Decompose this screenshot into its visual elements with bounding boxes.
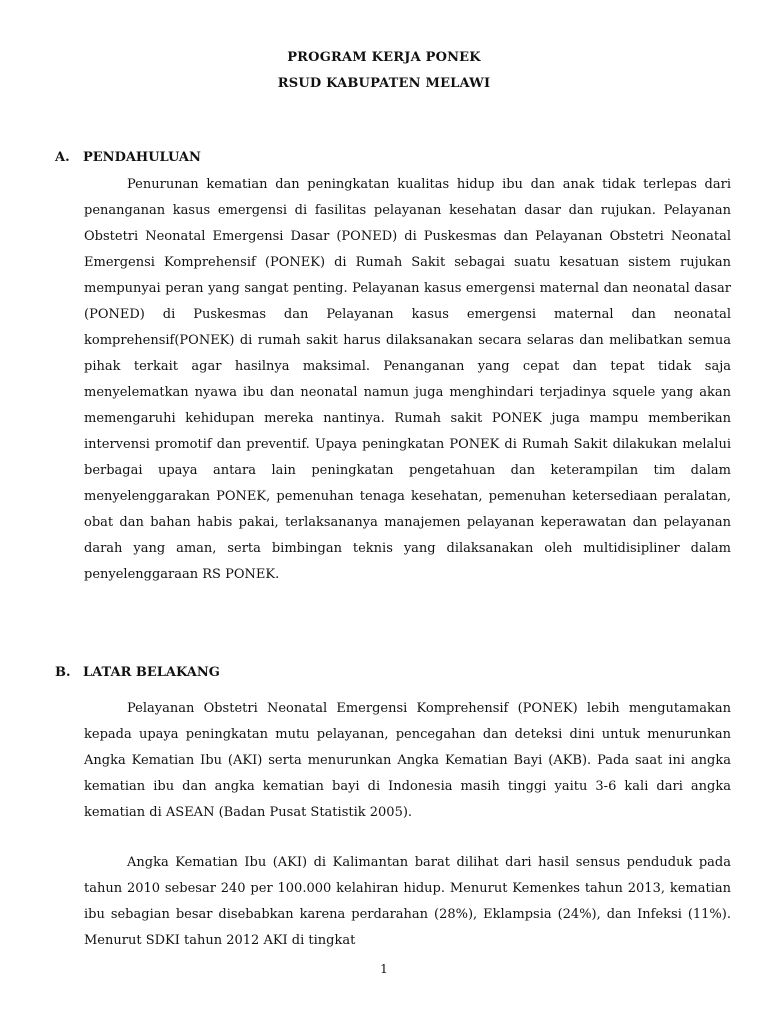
section-heading-latar-belakang (55, 665, 220, 680)
section-heading-pendahuluan (55, 150, 201, 165)
section-letter: A. (55, 150, 70, 165)
page-number: 1 (380, 962, 388, 976)
paragraph-latar-belakang-1: Pelayanan Obstetri Neonatal Emergensi Komprehensif (PONEK) lebih mengutamakan kepada upaya peningkatan mutu pelayanan, pencegahan dan deteksi dini untuk menurunkan Angka Kematian Ibu (AKI) serta menurunkan Angka Kematian Bayi (AKB). Pada saat ini angka kematian ibu dan angka kematian bayi di Indonesia masih tinggi yaitu 3-6 kali dari angka kematian di ASEAN (Badan Pusat Statistik 2005). (84, 701, 731, 820)
document-title: PROGRAM KERJA PONEK (287, 50, 481, 65)
section-title: PENDAHULUAN (83, 150, 201, 165)
section-title: LATAR BELAKANG (83, 665, 220, 680)
paragraph-pendahuluan: Penurunan kematian dan peningkatan kualitas hidup ibu dan anak tidak terlepas dari penanganan kasus emergensi di fasilitas pelayanan kesehatan dasar dan rujukan. Pelayanan Obstetri Neonatal Emergensi Dasar (PONED) di Puskesmas dan Pelayanan Obstetri Neonatal Emergensi Komprehensif (PONEK) di Rumah Sakit sebagai suatu kesatuan sistem rujukan mempunyai peran yang sangat penting. Pelayanan kasus emergensi maternal dan neonatal dasar (PONED) di Puskesmas dan Pelayanan kasus emergensi maternal dan neonatal komprehensif(PONEK) di rumah sakit harus dilaksanakan secara selaras dan melibatkan semua pihak terkait agar hasilnya maksimal. Penanganan yang cepat dan tepat tidak saja menyelematkan nyawa ibu dan neonatal namun juga menghindari terjadinya squele yang akan memengaruhi kehidupan mereka nantinya. Rumah sakit PONEK juga mampu memberikan intervensi promotif dan preventif. Upaya peningkatan PONEK di Rumah Sakit dilakukan melalui berbagai upaya antara lain peningkatan pengetahuan dan keterampilan tim dalam menyelenggarakan PONEK, pemenuhan tenaga kesehatan, pemenuhan ketersediaan peralatan, obat dan bahan habis pakai, terlaksananya manajemen pelayanan keperawatan dan pelayanan darah yang aman, serta bimbingan teknis yang dilaksanakan oleh multidisipliner dalam penyelenggaraan RS PONEK. (84, 177, 731, 582)
paragraph-latar-belakang-2: Angka Kematian Ibu (AKI) di Kalimantan barat dilihat dari hasil sensus penduduk pada tahun 2010 sebesar 240 per 100.000 kelahiran hidup. Menurut Kemenkes tahun 2013, kematian ibu sebagian besar disebabkan karena perdarahan (28%), Eklampsia (24%), dan Infeksi (11%). Menurut SDKI tahun 2012 AKI di tingkat (84, 855, 731, 948)
document-subtitle: RSUD KABUPATEN MELAWI (277, 76, 491, 91)
section-letter: B. (55, 665, 71, 680)
